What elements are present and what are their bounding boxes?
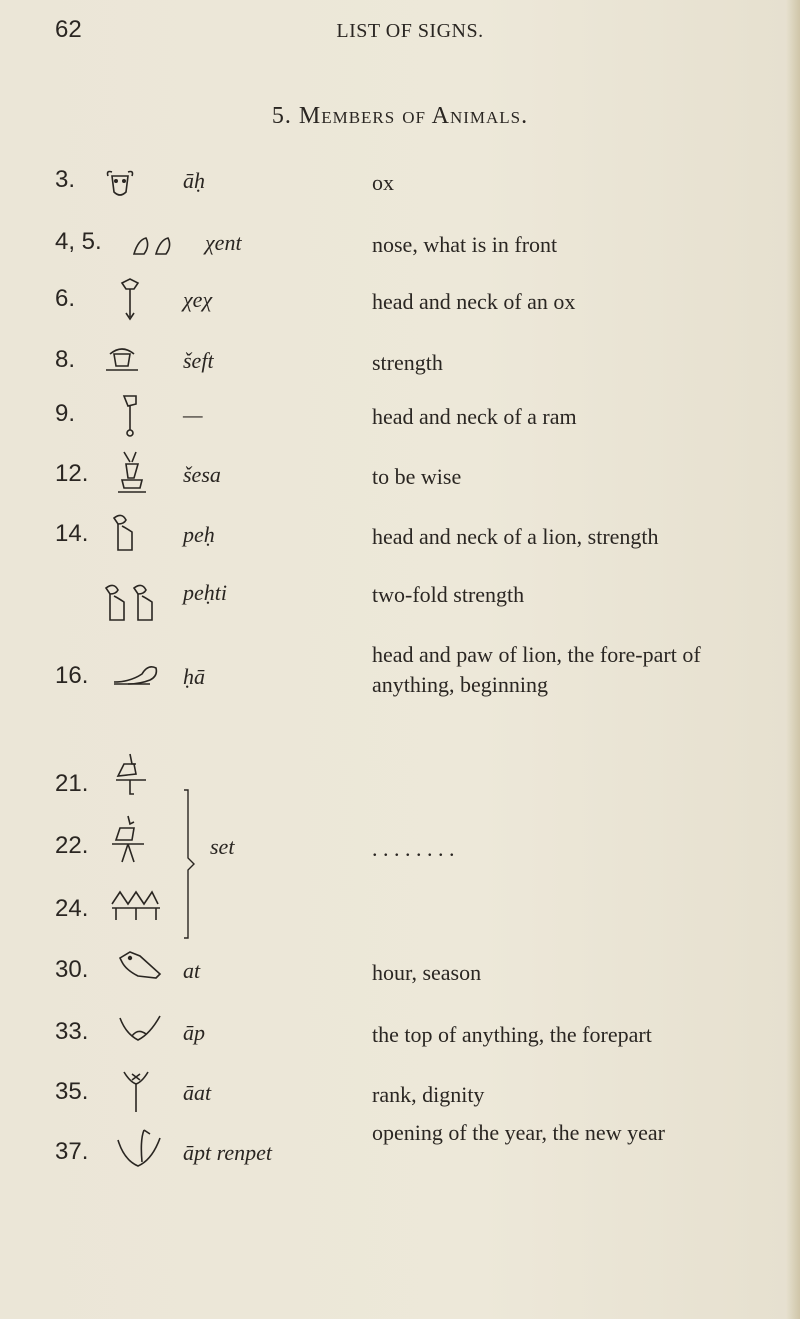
hippo-head-glyph-icon [116,948,170,988]
entry-number: 3. [55,166,76,193]
set-bracket [182,788,200,940]
entry-number: 4, 5. [55,228,102,255]
horns-glyph-icon [116,1010,170,1050]
entry-number: 35. [55,1078,89,1105]
meaning: two-fold strength [372,582,525,607]
transliteration: — [183,402,203,427]
entry-number: 37. [55,1138,89,1165]
transliteration: šeft [183,348,214,373]
entry-number: 21. [55,770,89,797]
entry-number: 24. [55,895,89,922]
lion-paw-glyph-icon [110,654,170,694]
ox-head-glyph-icon [100,166,144,206]
transliteration: āḥ [183,168,205,193]
transliteration: at [183,958,201,983]
meaning: opening of the year, the new year [372,1120,665,1145]
set-animal-glyph-3-icon [106,884,166,928]
meaning: head and paw of lion, the fore-part of anything, beginning [372,642,701,697]
set-animal-glyph-2-icon [106,812,150,868]
set-animal-glyph-1-icon [110,750,154,800]
transliteration: ḥā [183,664,205,689]
ox-neck-glyph-icon [108,275,152,325]
meaning: the top of anything, the forepart [372,1022,652,1047]
entry-number: 22. [55,832,89,859]
meaning: ox [372,170,394,195]
page-number: 62 [55,16,82,43]
jackal-head-glyph-icon [110,448,154,498]
transliteration: āat [183,1080,212,1105]
transliteration: āp [183,1020,205,1045]
horns-palm-glyph-icon [114,1126,170,1176]
meaning: hour, season [372,960,482,985]
page-edge [786,0,800,1319]
meaning: head and neck of a ram [372,404,577,429]
entry-number: 16. [55,662,89,689]
transliteration: set [210,834,235,859]
transliteration: peḥti [183,580,227,605]
entry-number: 8. [55,346,76,373]
entry-number: 6. [55,285,76,312]
meaning: head and neck of a lion, strength [372,524,659,549]
meaning: strength [372,350,443,375]
horned-staff-glyph-icon [114,1066,158,1116]
meaning: head and neck of an ox [372,289,576,314]
meaning: . . . . . . . . [372,836,455,861]
double-lion-forepart-glyph-icon [100,580,170,626]
entry-number: 33. [55,1018,89,1045]
nose-glyph-icon [130,226,190,266]
ram-neck-glyph-icon [108,390,152,440]
lion-forepart-glyph-icon [104,510,148,556]
section-title: 5. Members of Animals. [271,103,529,129]
meaning: rank, dignity [372,1082,485,1107]
transliteration: χeχ [183,287,213,312]
transliteration: χent [205,230,242,255]
transliteration: šesa [183,462,221,487]
running-head: LIST OF SIGNS. [336,20,484,42]
entry-number: 9. [55,400,76,427]
meaning: to be wise [372,464,462,489]
entry-number: 14. [55,520,89,547]
transliteration: peḥ [183,522,215,547]
transliteration: āpt renpet [183,1140,272,1165]
entry-number: 12. [55,460,89,487]
entry-number: 30. [55,956,89,983]
meaning: nose, what is in front [372,232,558,257]
ram-head-glyph-icon [100,340,144,380]
